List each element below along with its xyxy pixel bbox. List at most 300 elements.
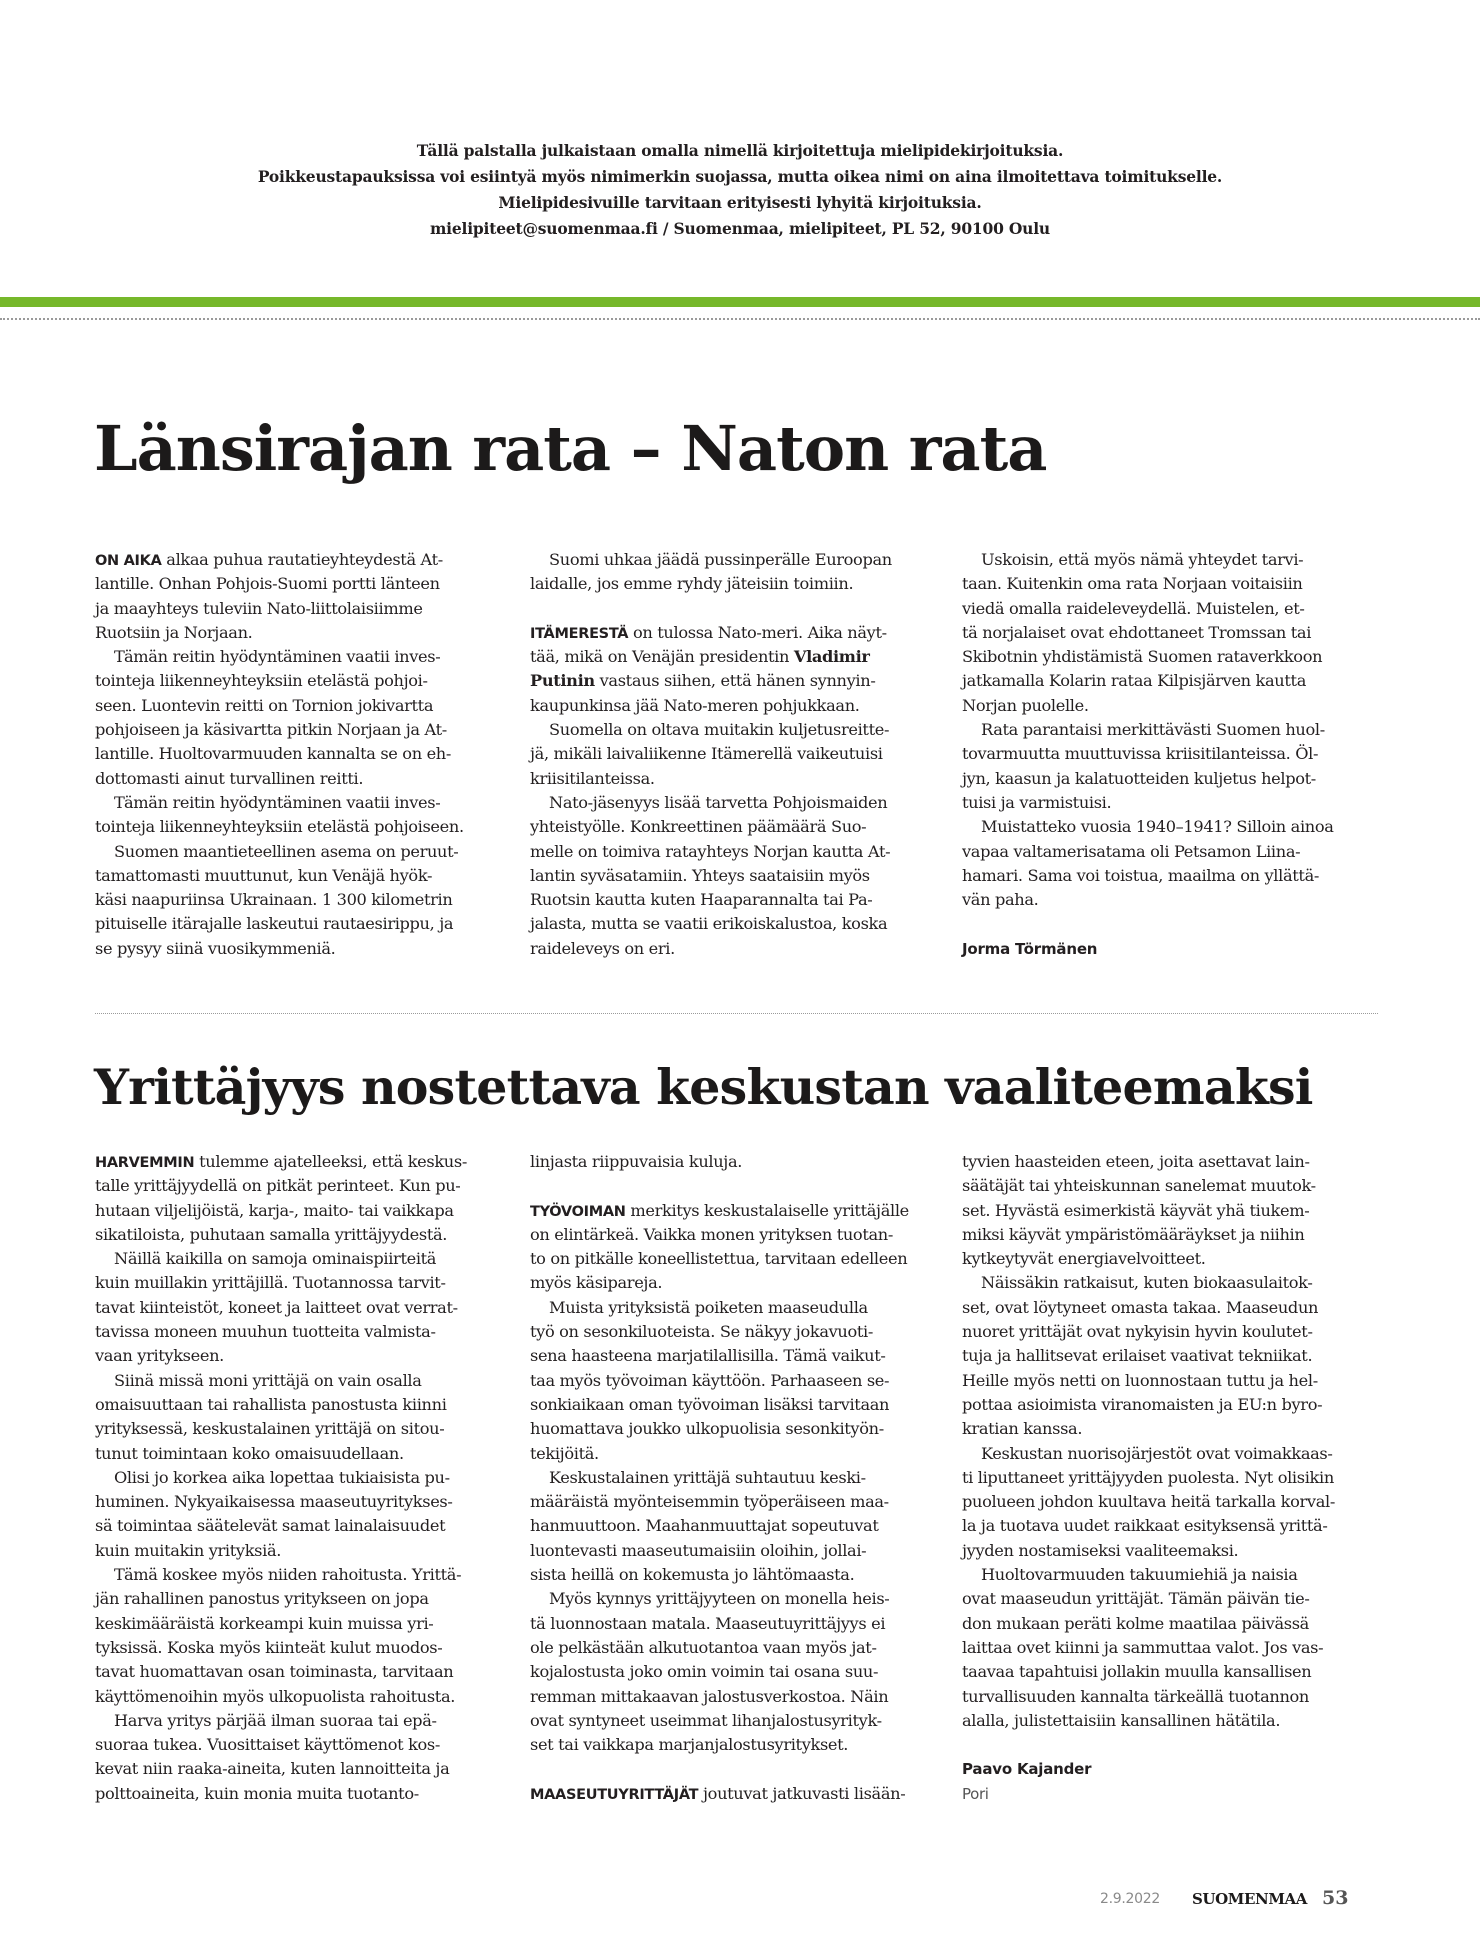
text-run: hamari. Sama voi toistua, maailma on yllättä- (962, 865, 1319, 885)
paragraph-gap (530, 1174, 930, 1198)
text-run: tulemme ajatelleeksi, että keskus- (194, 1152, 467, 1171)
paragraph (95, 548, 495, 645)
text-line (95, 1271, 495, 1295)
paragraph (95, 1466, 495, 1563)
text-run: seen. Luontevin reitti on Tornion jokivartta (95, 695, 434, 715)
text-line (530, 1539, 930, 1563)
text-run: tekijöitä. (530, 1443, 599, 1463)
text-line (530, 1636, 930, 1660)
contact-line: mielipiteet@suomenmaa.fi / Suomenmaa, mielipiteet, PL 52, 90100 Oulu (429, 219, 1051, 238)
paragraph-gap (530, 597, 930, 621)
text-line (95, 1150, 495, 1174)
paragraph (95, 1150, 495, 1247)
text-line (962, 1563, 1362, 1587)
text-run: ti liputtaneet yrittäjyyden puolesta. Nyt olisikin (962, 1467, 1334, 1487)
text-run: Siinä missä moni yrittäjä on vain osalla (114, 1370, 422, 1390)
text-line (95, 1757, 495, 1781)
paragraph (95, 791, 495, 840)
text-run: yrityksessä, keskustalainen yrittäjä on sitou- (95, 1419, 445, 1439)
text-run: Tämä koskee myös niiden rahoitusta. Yrittä- (114, 1565, 462, 1585)
text-line (95, 1174, 495, 1198)
text-run: tovarmuutta muuttuvissa kriisitilanteissa. Öl- (962, 744, 1319, 764)
lead-in-word: HARVEMMIN (95, 1155, 195, 1171)
text-run: turvallisuuden kannalta tärkeällä tuotannon (962, 1686, 1309, 1706)
text-line (95, 864, 495, 888)
text-line (95, 742, 495, 766)
text-run: tää, mikä on Venäjän presidentin (530, 647, 794, 667)
text-line (95, 1685, 495, 1709)
text-line (962, 1539, 1362, 1563)
text-line (962, 1271, 1362, 1295)
paragraph (95, 645, 495, 791)
text-line (530, 912, 930, 936)
text-run: raideleveys on eri. (530, 938, 675, 958)
lead-in-word: ON AIKA (95, 553, 162, 569)
text-line (530, 1466, 930, 1490)
lead-in-word: TYÖVOIMAN (530, 1203, 626, 1220)
page-number: 53 (1322, 1887, 1349, 1909)
paragraph-gap (962, 1733, 1362, 1757)
paragraph-gap (530, 1757, 930, 1781)
text-run: tavissa moneen muuhun tuotteita valmista- (95, 1322, 436, 1342)
text-line (962, 1636, 1362, 1660)
text-line (530, 1490, 930, 1514)
text-run: Ruotsin kautta kuten Haaparannalta tai Pa- (530, 890, 873, 910)
text-line (95, 1393, 495, 1417)
text-run: vapaa valtamerisatama oli Petsamon Liina- (962, 841, 1301, 861)
lead-in-word: MAASEUTUYRITTÄJÄT (530, 1786, 699, 1803)
text-line (962, 1223, 1362, 1247)
text-line (95, 718, 495, 742)
text-line (95, 694, 495, 718)
text-run: set tai vaikkapa marjanjalostusyritykset. (530, 1735, 849, 1755)
text-line (530, 840, 930, 864)
text-line (530, 791, 930, 815)
text-line (95, 1539, 495, 1563)
text-run: pohjoiseen ja käsivartta pitkin Norjaan ja At- (95, 720, 447, 740)
text-line (962, 791, 1362, 815)
text-run: joutuvat jatkuvasti lisään- (698, 1783, 906, 1803)
text-line (530, 1417, 930, 1441)
text-line (962, 1247, 1362, 1271)
text-run: Muistatteko vuosia 1940–1941? Silloin ainoa (981, 817, 1334, 837)
text-line (530, 1709, 930, 1733)
text-run: ole pelkästään alkutuotantoa vaan myös jat- (530, 1637, 877, 1657)
text-line (962, 1660, 1362, 1684)
text-run: keskimääräistä korkeampi kuin muissa yri- (95, 1613, 434, 1633)
text-line (95, 1733, 495, 1757)
text-run: jatkamalla Kolarin rataa Kilpisjärven kautta (962, 671, 1306, 691)
text-line (95, 1247, 495, 1271)
text-run: Harva yritys pärjää ilman suoraa tai epä- (114, 1710, 437, 1730)
text-line (962, 1709, 1362, 1733)
text-run: puolueen johdon kuultava heitä tarkalla korval- (962, 1492, 1335, 1512)
text-run: käsi naapuriinsa Ukrainaan. 1 300 kilometrin (95, 890, 453, 910)
text-line (530, 1587, 930, 1611)
paragraph (530, 1587, 930, 1757)
text-run: Rata parantaisi merkittävästi Suomen huol- (981, 720, 1325, 740)
text-run: Heille myös netti on luonnostaan tuttu ja hel- (962, 1370, 1318, 1390)
text-line (95, 548, 495, 572)
text-run: laittaa ovet kiinni ja sammuttaa valot. Jos vas- (962, 1637, 1324, 1657)
text-run: luontevasti maaseutumaisiin oloihin, jollai- (530, 1540, 867, 1560)
text-line (95, 1660, 495, 1684)
text-line (95, 767, 495, 791)
text-line (530, 669, 930, 693)
paragraph (962, 1442, 1362, 1563)
text-line (530, 1344, 930, 1368)
text-line (95, 1369, 495, 1393)
text-run: tavat kiinteistöt, koneet ja laitteet ovat verrat- (95, 1297, 458, 1317)
text-line (95, 1320, 495, 1344)
author-name: Paavo Kajander (962, 1760, 1092, 1779)
text-run: Näillä kaikilla on samoja ominaispiirteitä (114, 1249, 437, 1269)
text-run: Näissäkin ratkaisut, kuten biokaasulaitok- (981, 1273, 1313, 1293)
text-run: tä luonnostaan matala. Maaseutuyrittäjyys ei (530, 1613, 886, 1633)
text-run: taa myös työvoiman käyttöön. Parhaaseen se- (530, 1370, 890, 1390)
text-run: ja maayhteys tuleviin Nato-liittolaisiimme (95, 598, 423, 618)
text-line (962, 1150, 1362, 1174)
intro-line: Tällä palstalla julkaistaan omalla nimellä kirjoitettuja mielipidekirjoituksia. (416, 141, 1064, 160)
text-line (962, 1490, 1362, 1514)
text-run: Suomen maantieteellinen asema on peruut- (114, 841, 459, 861)
text-line (962, 1612, 1362, 1636)
text-run: lantille. Onhan Pohjois-Suomi portti länteen (95, 574, 440, 594)
text-line (530, 1320, 930, 1344)
paragraph (95, 1709, 495, 1806)
text-run: tuja ja hallitsevat erilaiset vaativat tekniikat. (962, 1346, 1313, 1366)
paragraph (530, 621, 930, 718)
text-line (95, 1442, 495, 1466)
text-run: tyvien haasteiden eteen, joita asettavat lain- (962, 1152, 1310, 1171)
text-line (530, 621, 930, 645)
text-run: Norjan puolelle. (962, 695, 1089, 715)
text-run: Suomi uhkaa jäädä pussinperälle Euroopan (549, 550, 892, 569)
text-line (95, 1514, 495, 1538)
text-line (530, 548, 930, 572)
text-run: kriisitilanteissa. (530, 768, 655, 788)
paragraph (962, 815, 1362, 912)
bold-name: Putinin (530, 671, 595, 691)
text-line (95, 912, 495, 936)
text-run: kratian kanssa. (962, 1419, 1083, 1439)
article-2-column-2 (530, 1150, 930, 1806)
text-line (95, 1223, 495, 1247)
text-run: Huoltovarmuuden takuumiehiä ja naisia (981, 1565, 1298, 1585)
text-run: kevat niin raaka-aineita, kuten lannoitteita ja (95, 1759, 450, 1779)
text-run: käyttömenoihin myös ulkopuolista rahoitusta. (95, 1686, 456, 1706)
text-run: myös käsipareja. (530, 1273, 663, 1293)
text-line (530, 1685, 930, 1709)
text-run: linjasta riippuvaisia kuluja. (530, 1152, 743, 1171)
article-divider (95, 1013, 1378, 1014)
text-line (95, 669, 495, 693)
text-run: ovat maaseudun yrittäjät. Tämän päivän tie- (962, 1589, 1310, 1609)
text-line (95, 572, 495, 596)
text-line (530, 645, 930, 669)
text-run: Keskustalainen yrittäjä suhtautuu keski- (549, 1467, 866, 1487)
text-line (962, 694, 1362, 718)
paragraph (962, 718, 1362, 815)
text-run: pituiselle itärajalle laskeutui rautaesirippu, ja (95, 914, 454, 934)
text-run: taavaa tapahtuisi jollakin muulla kansallisen (962, 1662, 1312, 1682)
paragraph (530, 1466, 930, 1587)
text-line (95, 1490, 495, 1514)
paragraph (962, 1563, 1362, 1733)
text-run: yhteistyölle. Konkreettinen päämäärä Suo- (530, 817, 867, 837)
text-run: remman mittakaavan jalostusverkostoa. Näin (530, 1686, 889, 1706)
text-run: se pysyy siinä vuosikymmeniä. (95, 938, 336, 958)
text-line (962, 621, 1362, 645)
paragraph (962, 1150, 1362, 1271)
text-run: jyyden nostamiseksi vaaliteemaksi. (962, 1540, 1239, 1560)
text-run: lantin syväsatamiin. Yhteys saataisiin myös (530, 865, 870, 885)
text-line (530, 937, 930, 961)
text-line (962, 548, 1362, 572)
text-line (530, 1247, 930, 1271)
text-line (962, 1393, 1362, 1417)
text-line (530, 1369, 930, 1393)
text-run: Suomella on oltava muitakin kuljetusreitte- (549, 720, 890, 740)
text-line (530, 1660, 930, 1684)
text-run: sista heillä on kokemusta jo lähtömaasta. (530, 1565, 855, 1585)
text-run: nuoret yrittäjät ovat nykyisin hyvin koulutet- (962, 1322, 1313, 1342)
text-line (95, 1587, 495, 1611)
text-run: vaan yritykseen. (95, 1346, 224, 1366)
text-line (530, 1271, 930, 1295)
text-line (95, 1563, 495, 1587)
text-run: kaupunkinsa jää Nato-meren pohjukkaan. (530, 695, 860, 715)
text-run: työ on sesonkiluoteista. Se näkyy jokavuoti- (530, 1322, 874, 1342)
text-run: määräistä myönteisemmin työperäiseen maa- (530, 1492, 889, 1512)
text-line (530, 767, 930, 791)
text-run: Uskoisin, että myös nämä yhteydet tarvi- (981, 550, 1304, 569)
text-line (95, 888, 495, 912)
author-location: Pori (962, 1784, 989, 1803)
text-line (95, 1296, 495, 1320)
text-line (962, 864, 1362, 888)
text-run: suoraa tukea. Vuosittaiset käyttömenot kos- (95, 1735, 441, 1755)
text-line (962, 645, 1362, 669)
text-line (95, 1709, 495, 1733)
article-2-column-1 (95, 1150, 495, 1806)
text-line (530, 1223, 930, 1247)
text-line (962, 1417, 1362, 1441)
text-line (962, 1344, 1362, 1368)
text-run: on tulossa Nato-meri. Aika näyt- (628, 622, 887, 642)
text-line (962, 888, 1362, 912)
text-line (962, 572, 1362, 596)
text-run: tyksissä. Koska myös kiinteät kulut muodos- (95, 1637, 443, 1657)
paragraph (962, 1271, 1362, 1441)
text-run: laidalle, jos emme ryhdy jäteisiin toimiin. (530, 574, 854, 594)
text-line (962, 669, 1362, 693)
text-run: Myös kynnys yrittäjyyteen on monella heis- (549, 1589, 890, 1609)
text-line (95, 937, 495, 961)
text-run: jalasta, mutta se vaatii erikoiskalustoa, koska (530, 914, 888, 934)
text-run: to on pitkälle koneellistettua, tarvitaan edelleen (530, 1249, 908, 1269)
text-line (962, 1514, 1362, 1538)
text-line (530, 864, 930, 888)
text-run: hutaan viljelijöistä, karja-, maito- tai vaikkapa (95, 1200, 454, 1220)
text-run: tavat huomattavan osan toiminasta, tarvitaan (95, 1662, 454, 1682)
text-line (962, 1320, 1362, 1344)
paragraph (962, 548, 1362, 718)
paragraph (530, 1199, 930, 1296)
dotted-divider-top (0, 318, 1480, 320)
text-line (530, 718, 930, 742)
text-line (95, 791, 495, 815)
article-2-headline: Yrittäjyys nostettava keskustan vaaliteemaksi (94, 1058, 1313, 1116)
text-run: set. Hyvästä esimerkistä käyvät yhä tiukem- (962, 1200, 1310, 1220)
text-run: Tämän reitin hyödyntäminen vaatii inves- (114, 792, 441, 812)
text-run: kuin muitakin yrityksiä. (95, 1540, 282, 1560)
text-run: jän rahallinen panostus yritykseen on jopa (95, 1589, 429, 1609)
text-run: viedä omalla raideleveydellä. Muistelen, et- (962, 598, 1305, 618)
paragraph (95, 840, 495, 961)
text-line (962, 597, 1362, 621)
paragraph (95, 1247, 495, 1368)
section-accent-bar (0, 297, 1480, 307)
publication-name: SUOMENMAA (1192, 1890, 1308, 1908)
text-line (530, 888, 930, 912)
paragraph-gap (962, 912, 1362, 936)
article-2-column-3 (962, 1150, 1362, 1806)
text-line (530, 1612, 930, 1636)
bold-name: Vladimir (793, 647, 870, 667)
text-run: vän paha. (962, 890, 1039, 910)
intro-line: Mielipidesivuille tarvitaan erityisesti lyhyitä kirjoituksia. (498, 193, 982, 212)
text-run: sä toimintaa säätelevät samat lainalaisuudet (95, 1516, 446, 1536)
text-line (962, 1442, 1362, 1466)
paragraph (530, 548, 930, 597)
text-line (95, 1344, 495, 1368)
text-line (530, 1150, 930, 1174)
text-line (530, 1393, 930, 1417)
text-run: melle on toimiva ratayhteys Norjan kautta At- (530, 841, 891, 861)
submission-guidelines (0, 138, 1480, 242)
text-run: jyn, kaasun ja kalatuotteiden kuljetus helpot- (962, 768, 1316, 788)
text-line (95, 1417, 495, 1441)
text-run: Skibotnin yhdistämistä Suomen rataverkkoon (962, 647, 1323, 667)
intro-line: Poikkeustapauksissa voi esiintyä myös nimimerkin suojassa, mutta oikea nimi on aina ilmoitettava toimitukselle. (257, 167, 1223, 186)
article-1-column-2 (530, 548, 930, 961)
text-line (530, 742, 930, 766)
text-line (962, 1466, 1362, 1490)
text-line (530, 1514, 930, 1538)
text-run: ovat syntyneet useimmat lihanjalostusyrityk- (530, 1710, 882, 1730)
text-run: alkaa puhua rautatieyhteydestä At- (161, 550, 443, 569)
paragraph (530, 1782, 930, 1806)
text-line (530, 694, 930, 718)
text-run: tunut toimintaan koko omaisuudellaan. (95, 1443, 404, 1463)
text-run: säätäjät tai yhteiskunnan sanelemat muutok- (962, 1176, 1316, 1196)
text-run: kojalostusta joko omin voimin tai osana suu- (530, 1662, 879, 1682)
paragraph (95, 1563, 495, 1709)
text-line (95, 815, 495, 839)
text-run: alalla, julistettaisiin kansallinen hätätila. (962, 1710, 1281, 1730)
text-run: sonkiaikaan oman työvoiman lisäksi tarvitaan (530, 1394, 890, 1414)
text-line (530, 815, 930, 839)
text-run: kytkeytyvät energiavelvoitteet. (962, 1249, 1206, 1269)
text-run: tamattomasti muuttunut, kun Venäjä hyök- (95, 865, 433, 885)
text-line (95, 645, 495, 669)
text-run: talle yrittäjyydellä on pitkät perinteet. Kun pu- (95, 1176, 461, 1196)
text-line (962, 1296, 1362, 1320)
text-run: lantille. Huoltovarmuuden kannalta se on eh- (95, 744, 451, 764)
text-line (95, 840, 495, 864)
text-line (530, 1563, 930, 1587)
text-run: don mukaan peräti kolme maatilaa päivässä (962, 1613, 1309, 1633)
issue-date: 2.9.2022 (1100, 1891, 1160, 1907)
article-1-column-1 (95, 548, 495, 961)
text-run: kuin muillakin yrittäjillä. Tuotannossa tarvit- (95, 1273, 446, 1293)
text-line (95, 1199, 495, 1223)
text-run: Nato-jäsenyys lisää tarvetta Pohjoismaiden (549, 792, 888, 812)
text-run: Ruotsiin ja Norjaan. (95, 622, 253, 642)
text-line (962, 767, 1362, 791)
text-run: polttoaineita, kuin monia muita tuotanto- (95, 1783, 419, 1803)
text-run: set, ovat löytyneet omasta takaa. Maaseudun (962, 1297, 1319, 1317)
text-run: merkitys keskustalaiselle yrittäjälle (625, 1200, 909, 1220)
text-line (962, 718, 1362, 742)
lead-in-word: ITÄMERESTÄ (530, 625, 629, 642)
text-line (962, 1369, 1362, 1393)
text-run: tointeja liikenneyhteyksiin etelästä pohjoi- (95, 671, 428, 691)
text-run: taan. Kuitenkin oma rata Norjaan voitaisiin (962, 574, 1303, 594)
text-line (95, 1782, 495, 1806)
paragraph (530, 1150, 930, 1174)
text-line (962, 1685, 1362, 1709)
text-line (95, 1466, 495, 1490)
text-line (530, 1442, 930, 1466)
text-run: sikatiloista, puhutaan samalla yrittäjyydestä. (95, 1224, 448, 1244)
text-line (962, 1174, 1362, 1198)
text-run: pottaa asioimista viranomaisten ja EU:n byro- (962, 1394, 1323, 1414)
paragraph (530, 718, 930, 791)
text-run: tä norjalaiset ovat ehdottaneet Tromssan tai (962, 622, 1312, 642)
page-footer (1100, 1887, 1380, 1917)
text-run: Muista yrityksistä poiketen maaseudulla (549, 1297, 868, 1317)
text-line (962, 1199, 1362, 1223)
text-run: tuisi ja varmistuisi. (962, 792, 1112, 812)
text-run: on elintärkeä. Vaikka monen yrityksen tuotan- (530, 1224, 893, 1244)
text-run: huminen. Nykyaikaisessa maaseutuyritykses- (95, 1492, 453, 1512)
text-line (530, 1199, 930, 1223)
text-line (962, 1587, 1362, 1611)
paragraph (530, 791, 930, 961)
text-line (962, 815, 1362, 839)
text-run: dottomasti ainut turvallinen reitti. (95, 768, 364, 788)
author-name: Jorma Törmänen (962, 939, 1098, 958)
text-line (95, 621, 495, 645)
text-run: Tämän reitin hyödyntäminen vaatii inves- (114, 647, 441, 667)
text-run: hanmuuttoon. Maahanmuuttajat sopeutuvat (530, 1516, 879, 1536)
text-run: sena haasteena marjatilallisilla. Tämä vaikut- (530, 1346, 886, 1366)
paragraph (95, 1369, 495, 1466)
text-line (962, 742, 1362, 766)
text-run: tointeja liikenneyhteyksiin etelästä pohjoiseen. (95, 817, 464, 837)
text-run: Olisi jo korkea aika lopettaa tukiaisista pu- (114, 1467, 450, 1487)
text-run: Keskustan nuorisojärjestöt ovat voimakkaas- (981, 1443, 1333, 1463)
text-run: huomattava joukko ulkopuolisia sesonkityön- (530, 1419, 884, 1439)
text-run: jä, mikäli laivaliikenne Itämerellä vaikeutuisi (530, 744, 883, 764)
text-run: miksi käyvät ympäristömääräykset ja niihin (962, 1224, 1305, 1244)
text-line (530, 1782, 930, 1806)
text-run: vastaus siihen, että hänen synnyin- (594, 671, 876, 691)
text-line (530, 1733, 930, 1757)
text-line (95, 1636, 495, 1660)
